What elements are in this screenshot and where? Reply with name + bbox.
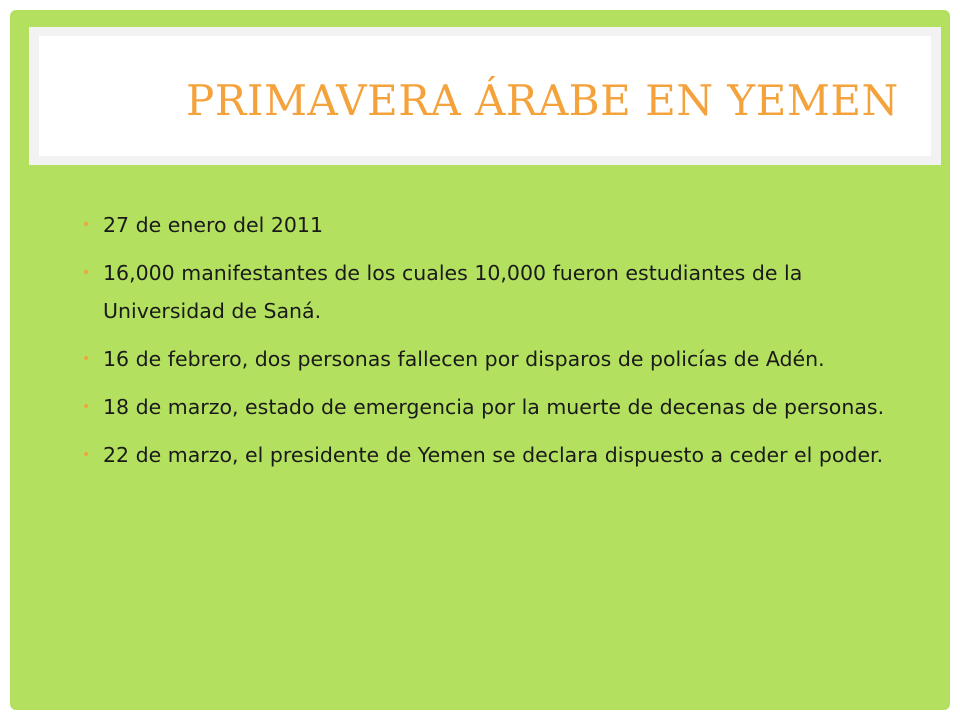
bullet-icon: • xyxy=(82,217,91,233)
list-item-text: 22 de marzo, el presidente de Yemen se declara dispuesto a ceder el poder. xyxy=(103,443,884,467)
bullet-icon: • xyxy=(82,265,91,281)
bullet-icon: • xyxy=(82,399,91,415)
list-item-text: 27 de enero del 2011 xyxy=(103,213,324,237)
bullet-icon: • xyxy=(82,351,91,367)
list-item xyxy=(78,254,898,330)
bullet-icon: • xyxy=(82,447,91,463)
slide xyxy=(10,10,950,710)
list-item xyxy=(78,340,898,378)
list-item xyxy=(78,206,898,244)
list-item xyxy=(78,388,898,426)
list-item-text: 16,000 manifestantes de los cuales 10,000 fueron estudiantes de la Universidad de Saná. xyxy=(103,261,803,323)
list-item xyxy=(78,436,898,474)
slide-title: PRIMAVERA ÁRABE EN YEMEN xyxy=(186,76,899,125)
list-item-text: 18 de marzo, estado de emergencia por la muerte de decenas de personas. xyxy=(103,395,885,419)
bullet-list xyxy=(78,206,898,484)
list-item-text: 16 de febrero, dos personas fallecen por disparos de policías de Adén. xyxy=(103,347,825,371)
